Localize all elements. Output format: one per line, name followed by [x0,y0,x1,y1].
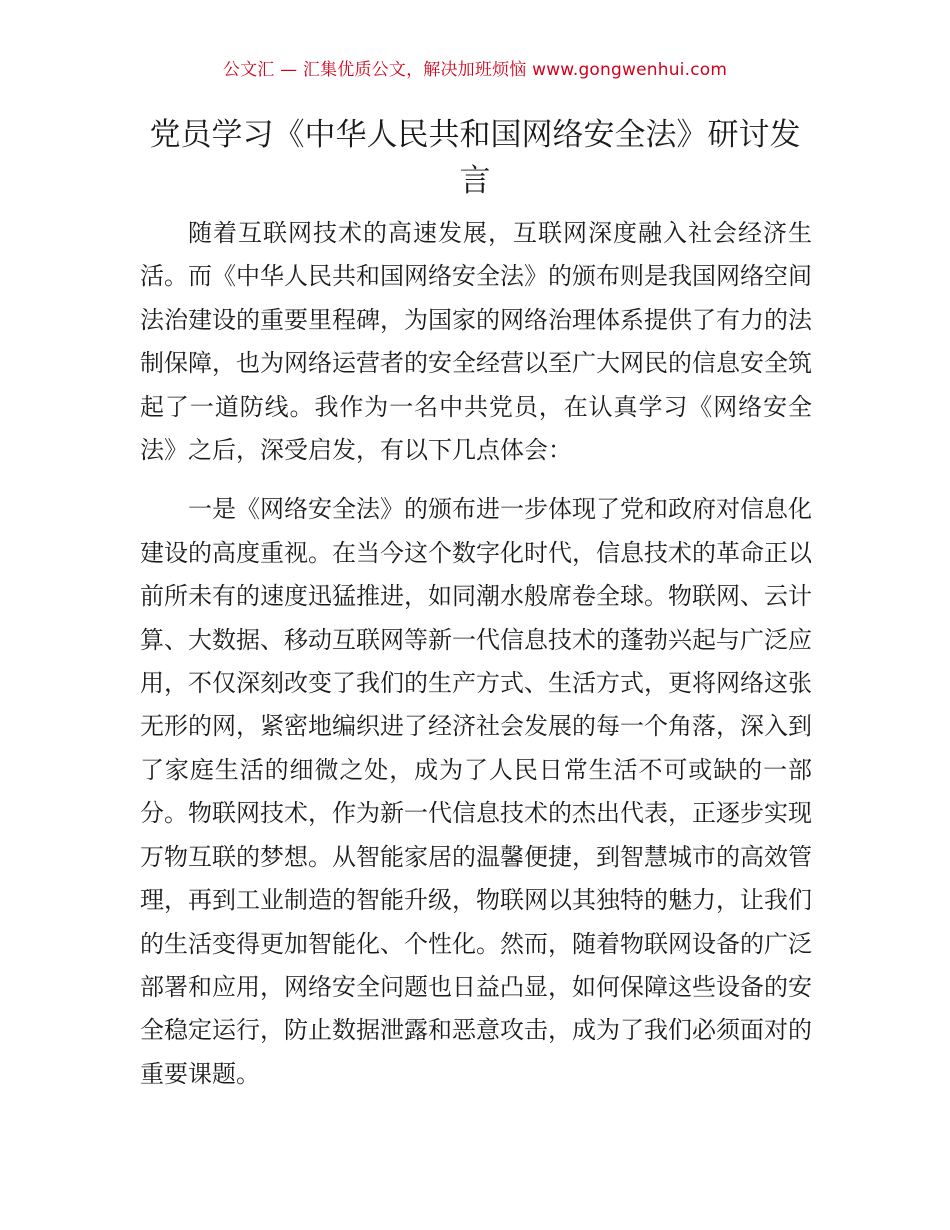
site-banner[interactable]: 公文汇 — 汇集优质公文，解决加班烦恼 www.gongwenhui.com [222,60,728,80]
document-title: 党员学习《中华人民共和国网络安全法》研讨发言 [149,117,801,199]
paragraph-point-one: 一是《网络安全法》的颁布进一步体现了党和政府对信息化建设的高度重视。在当今这个数字化时代，信息技术的革命正以前所未有的速度迅猛推进，如同潮水般席卷全球。物联网、云计算、大数据、移动互联网等新一代信息技术的蓬勃兴起与广泛应用，不仅深刻改变了我们的生产方式、生活方式，更将网络这张无形的网，紧密地编织进了经济社会发展的每一个角落，深入到了家庭生活的细微之处，成为了人民日常生活不可或缺的一部分。物联网技术，作为新一代信息技术的杰出代表，正逐步实现万物互联的梦想。从智能家居的温馨便捷，到智慧城市的高效管理，再到工业制造的智能升级，物联网以其独特的魅力，让我们的生活变得更加智能化、个性化。然而，随着物联网设备的广泛部署和应用，网络安全问题也日益凸显，如何保障这些设备的安全稳定运行，防止数据泄露和恶意攻击，成为了我们必须面对的重要课题。 [140,495,812,1088]
paragraph-intro: 随着互联网技术的高速发展，互联网深度融入社会经济生活。而《中华人民共和国网络安全法》的颁布则是我国网络空间法治建设的重要里程碑，为国家的网络治理体系提供了有力的法制保障，也为网络运营者的安全经营以至广大网民的信息安全筑起了一道防线。我作为一名中共党员，在认真学习《网络安全法》之后，深受启发，有以下几点体会： [140,219,812,465]
document-body [140,212,812,1112]
